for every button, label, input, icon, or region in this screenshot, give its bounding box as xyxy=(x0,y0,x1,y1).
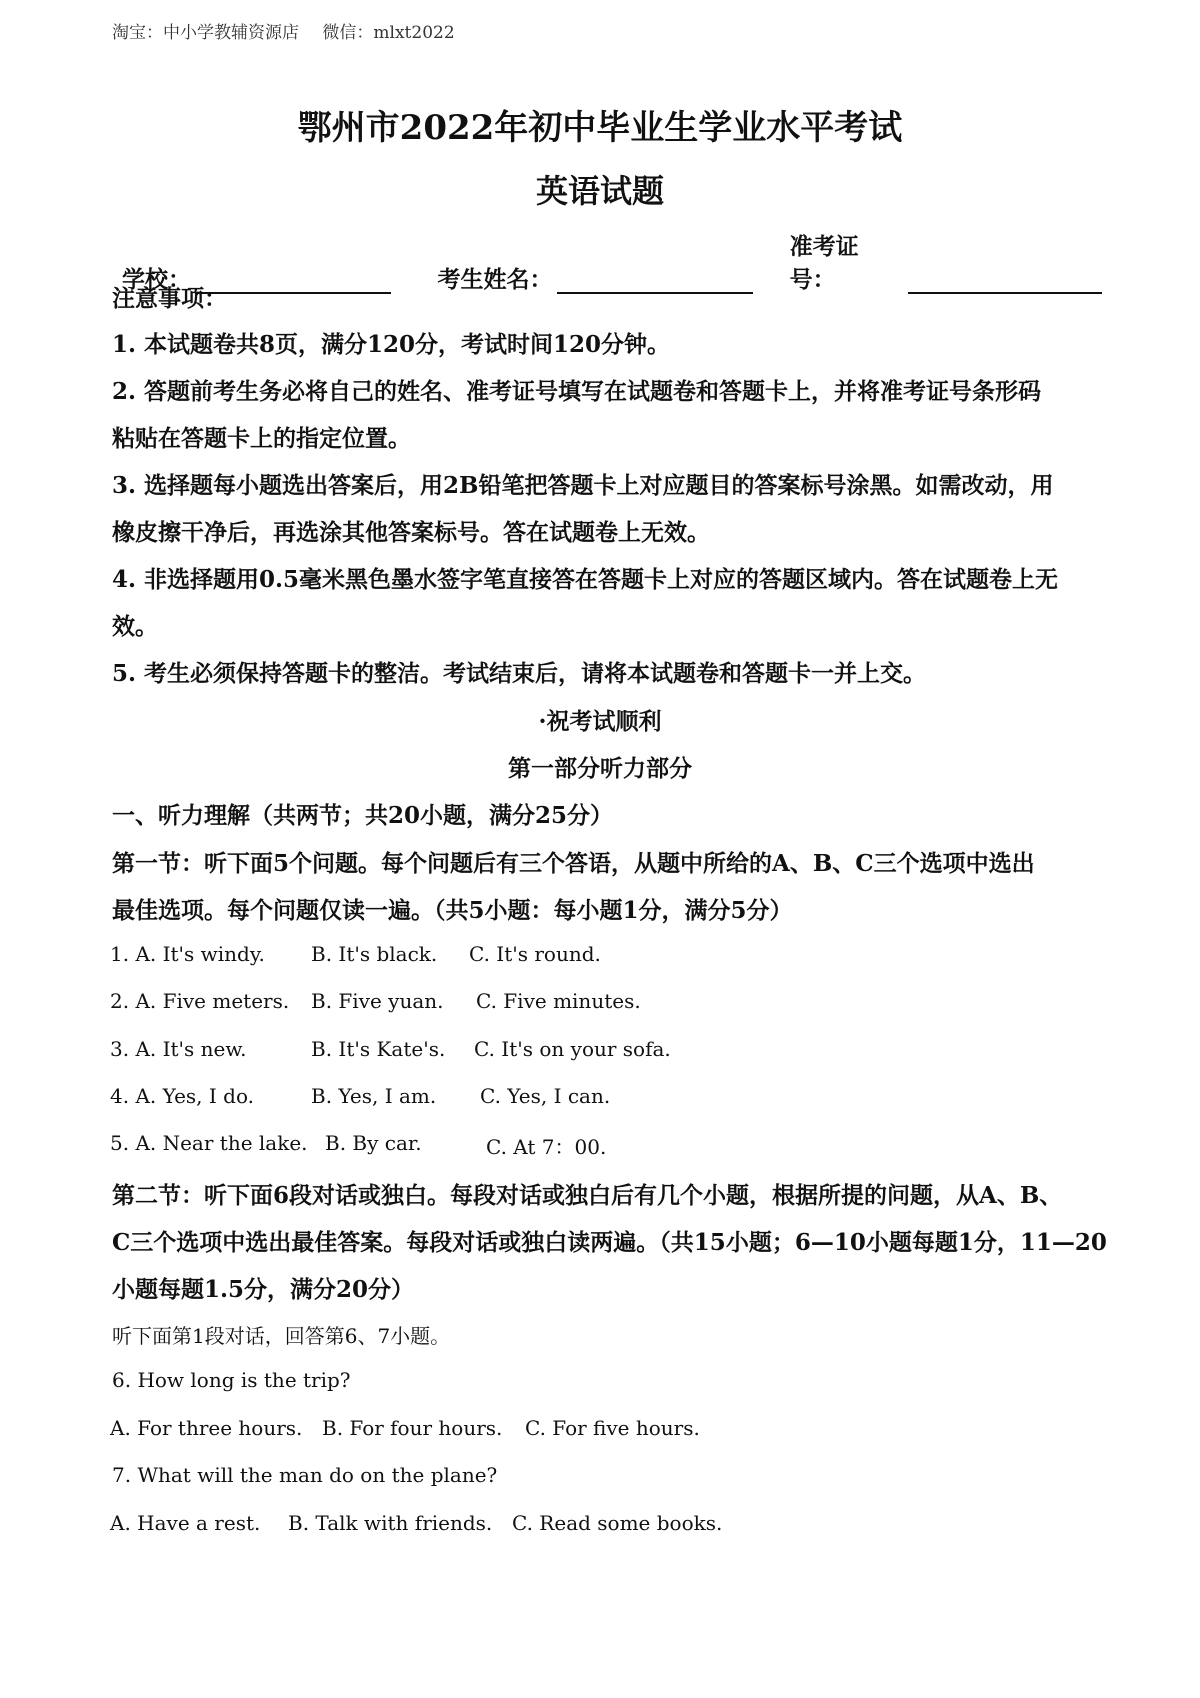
notice-heading: 注意事项： xyxy=(112,285,227,312)
notice-line: 3. 选择题每小题选出答案后，用2B铅笔把答题卡上对应题目的答案标号涂黑。如需改动，用 xyxy=(112,472,1054,499)
section-intro-line: 第一节：听下面5个问题。每个问题后有三个答语，从题中所给的A、B、C三个选项中选出 xyxy=(112,850,1035,877)
option-a: 3. A. It's new. xyxy=(110,1037,247,1061)
section-heading: 一、听力理解（共两节；共20小题，满分25分） xyxy=(112,802,614,829)
exam-subtitle: 英语试题 xyxy=(535,172,664,210)
school-label: 学校： xyxy=(122,266,191,293)
option-a: A. For three hours. xyxy=(110,1416,303,1440)
option-c: C. At 7：00. xyxy=(486,1135,607,1159)
dialog-instruction: 听下面第1段对话，回答第6、7小题。 xyxy=(112,1324,451,1348)
section-intro-line: 第二节：听下面6段对话或独白。每段对话或独白后有几个小题，根据所提的问题，从A、B、 xyxy=(112,1182,1063,1209)
option-b: B. Yes, I am. xyxy=(311,1084,437,1108)
notice-line: 橡皮擦干净后，再选涂其他答案标号。答在试题卷上无效。 xyxy=(112,519,710,546)
option-b: B. For four hours. xyxy=(322,1416,503,1440)
option-a: 1. A. It's windy. xyxy=(110,942,265,966)
part-heading: 第一部分听力部分 xyxy=(508,755,692,782)
wechat-text: 微信：mlxt2022 xyxy=(322,23,455,43)
notice-line: 2. 答题前考生务必将自己的姓名、准考证号填写在试题卷和答题卡上，并将准考证号条形码 xyxy=(112,378,1042,405)
option-a: 4. A. Yes, I do. xyxy=(110,1084,254,1108)
section-intro-line: 最佳选项。每个问题仅读一遍。（共5小题：每小题1分，满分5分） xyxy=(112,897,793,924)
option-c: C. For five hours. xyxy=(525,1416,700,1440)
wish-text: ·祝考试顺利 xyxy=(538,708,662,735)
name-label: 考生姓名： xyxy=(437,266,553,293)
shop-text: 淘宝：中小学教辅资源店 xyxy=(112,23,299,43)
option-b: B. Five yuan. xyxy=(311,989,444,1013)
option-b: B. Talk with friends. xyxy=(288,1511,493,1535)
option-c: C. It's on your sofa. xyxy=(474,1037,671,1061)
question-7-stem: 7. What will the man do on the plane? xyxy=(112,1463,498,1487)
notice-line: 效。 xyxy=(112,613,158,640)
notice-line: 1. 本试题卷共8页，满分120分，考试时间120分钟。 xyxy=(112,331,671,358)
section-intro-line: 小题每题1.5分，满分20分） xyxy=(112,1276,415,1303)
page-header xyxy=(112,18,455,43)
option-a: 2. A. Five meters. xyxy=(110,989,290,1013)
notice-line: 4. 非选择题用0.5毫米黑色墨水签字笔直接答在答题卡上对应的答题区域内。答在试题卷上无 xyxy=(112,566,1059,593)
section-intro-line: C三个选项中选出最佳答案。每段对话或独白读两遍。（共15小题；6—10小题每题1分，11—20 xyxy=(112,1229,1107,1256)
option-c: C. It's round. xyxy=(469,942,601,966)
option-a: A. Have a rest. xyxy=(110,1511,261,1535)
question-6-stem: 6. How long is the trip? xyxy=(112,1368,351,1392)
option-b: B. It's Kate's. xyxy=(311,1037,446,1061)
notice-line: 粘贴在答题卡上的指定位置。 xyxy=(112,425,411,452)
option-c: C. Yes, I can. xyxy=(480,1084,611,1108)
notice-line: 5. 考生必须保持答题卡的整洁。考试结束后，请将本试题卷和答题卡一并上交。 xyxy=(112,660,927,687)
option-c: C. Five minutes. xyxy=(476,989,641,1013)
option-b: B. By car. xyxy=(325,1131,422,1155)
option-a: 5. A. Near the lake. xyxy=(110,1131,308,1155)
option-b: B. It's black. xyxy=(311,942,438,966)
option-c: C. Read some books. xyxy=(512,1511,723,1535)
exam-title: 鄂州市2022年初中毕业生学业水平考试 xyxy=(297,108,903,148)
id-label: 准考证号： xyxy=(789,233,859,293)
